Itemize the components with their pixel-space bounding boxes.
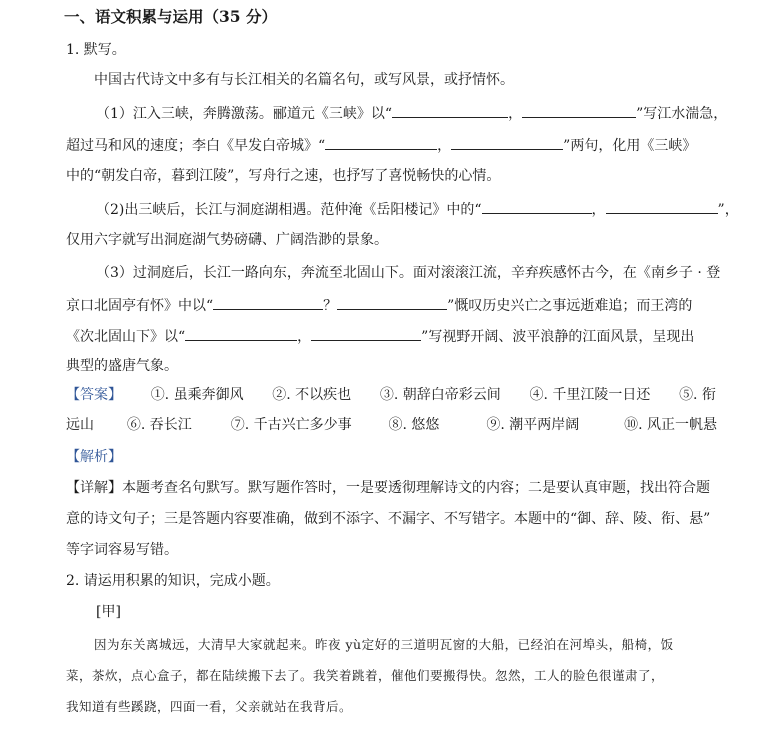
answer-item: ⑨. 潮平两岸阔	[486, 417, 580, 433]
q1-intro: 中国古代诗文中多有与长江相关的名篇名句，或写风景，或抒情怀。	[94, 72, 514, 88]
q2-passage-line3: 我知道有些蹊跷，四面一看，父亲就站在我背后。	[66, 699, 353, 714]
answer-item: ⑥. 吞长江	[126, 417, 192, 433]
q2-part-label: [甲]	[96, 604, 121, 620]
analysis-line3: 等字词容易写错。	[66, 542, 178, 558]
text-segment: ，	[508, 106, 523, 122]
answer-blank-3	[325, 136, 437, 150]
text-segment: ，	[437, 138, 452, 154]
text-segment: ，	[591, 202, 606, 218]
analysis-line2: 意的诗文句子；三是答题内容要准确，做到不添字、不漏字、不写错字。本题中的“御、辞、陵、衔、悬”	[66, 511, 711, 527]
analysis-tag: 【解析】	[66, 449, 122, 465]
text-segment: ？	[323, 298, 338, 314]
q2-passage-line1: 因为东关离城远，大清早大家就起来。昨夜 yù定好的三道明瓦窗的大船，已经泊在河埠头，船椅，饭	[94, 637, 674, 652]
text-segment: ”写江水湍急，	[636, 106, 728, 122]
text-segment: 《次北固山下》以“	[66, 329, 186, 345]
text-segment: ”，	[717, 202, 739, 218]
q1-p2-line1	[96, 200, 739, 219]
answer-tag: 【答案】	[66, 387, 122, 403]
q1-p3-line4: 典型的盛唐气象。	[66, 358, 178, 374]
q1-p3-line1: （3）过洞庭后，长江一路向东，奔流至北固山下。面对滚滚江流，辛弃疾感怀古今，在《南乡子 · 登	[96, 265, 721, 281]
answer-blank-9	[185, 327, 297, 341]
text-segment: ”慨叹历史兴亡之事远逝难追；而王湾的	[447, 298, 693, 314]
answer-blank-2	[522, 104, 636, 118]
q1-p1-line3: 中的“朝发白帝，暮到江陵”，写舟行之速，也抒写了喜悦畅快的心情。	[66, 168, 501, 184]
answer-item: 远山	[66, 417, 94, 433]
q1-p3-line2	[66, 296, 692, 315]
answer-blank-1	[392, 104, 508, 118]
text-segment: ，	[297, 329, 312, 345]
section-title: 一、语文积累与运用（35 分）	[64, 7, 277, 26]
text-segment: 超过马和风的速度；李白《早发白帝城》“	[66, 138, 326, 154]
answer-item: ⑤. 衔	[679, 387, 716, 403]
answer-row-1	[66, 386, 716, 404]
q1-p1-line2	[66, 136, 696, 155]
text-segment: ”两句，化用《三峡》	[563, 138, 697, 154]
q1-label: 1. 默写。	[66, 42, 126, 58]
text-segment: 京口北固亭有怀》中以“	[66, 298, 214, 314]
q1-p3-line3	[66, 327, 694, 346]
answer-blank-6	[606, 200, 718, 214]
answer-blank-7	[213, 296, 323, 310]
answer-row-2	[66, 416, 717, 434]
answer-item: ③. 朝辞白帝彩云间	[379, 387, 501, 403]
answer-item: ⑧. 悠悠	[388, 417, 440, 433]
answer-item: ①. 虽乘奔御风	[150, 387, 244, 403]
answer-blank-8	[337, 296, 447, 310]
q1-p2-line2: 仅用六字就写出洞庭湖气势磅礴、广阔浩渺的景象。	[66, 232, 388, 248]
text-segment: ”写视野开阔、波平浪静的江面风景，呈现出	[421, 329, 695, 345]
answer-item: ②. 不以疾也	[272, 387, 352, 403]
answer-blank-4	[451, 136, 563, 150]
text-segment: （1）江入三峡，奔腾激荡。郦道元《三峡》以“	[96, 106, 393, 122]
answer-blank-5	[482, 200, 592, 214]
analysis-line1: 【详解】本题考查名句默写。默写题作答时，一是要透彻理解诗文的内容；二是要认真审题，找出符合题	[66, 480, 710, 496]
q1-p1-line1	[96, 104, 727, 123]
answer-item: ⑩. 风正一帆悬	[624, 417, 718, 433]
q2-label: 2. 请运用积累的知识，完成小题。	[66, 573, 280, 589]
text-segment: （2)出三峡后，长江与洞庭湖相遇。范仲淹《岳阳楼记》中的“	[96, 202, 482, 218]
answer-item: ⑦. 千古兴亡多少事	[230, 417, 352, 433]
q2-passage-line2: 菜，茶炊，点心盒子，都在陆续搬下去了。我笑着跳着，催他们要搬得快。忽然，工人的脸色很谨肃了，	[66, 668, 665, 683]
answer-blank-10	[311, 327, 421, 341]
answer-item: ④. 千里江陵一日还	[529, 387, 651, 403]
